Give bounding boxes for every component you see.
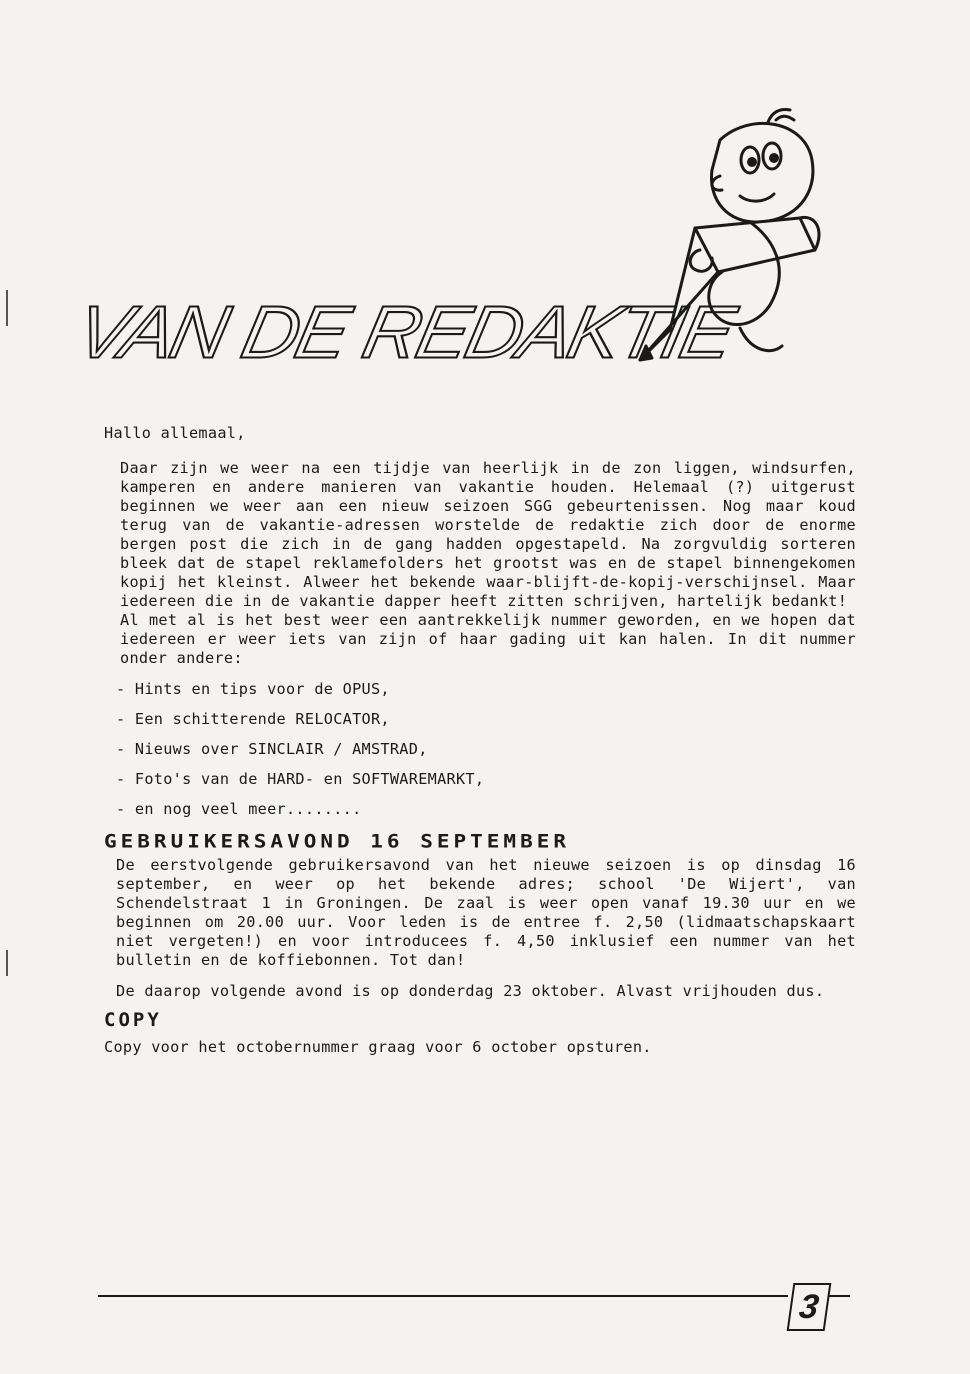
section-heading-gebruikersavond: GEBRUIKERSAVOND 16 SEPTEMBER (104, 830, 571, 852)
list-item: - en nog veel meer........ (116, 800, 362, 818)
list-item: - Hints en tips voor de OPUS, (116, 680, 390, 698)
contents-list (104, 680, 856, 819)
intro-paragraph: Daar zijn we weer na een tijdje van heerlijk in de zon liggen, windsurfen, kamperen en andere manieren van vakantie houden. Helemaal (?) uitgerust beginnen we weer aan een nieuw seizoen SGG gebeurtenissen. Nog maar koud terug van de vakantie-adressen worstelde de redaktie zich door de enorme bergen post die zich in de gang hadden opgestapeld. Na zorgvuldig sorteren bleek dat de stapel reklamefolders het grootst was en de stapel binnengekomen kopij het kleinst. Alweer het bekende waar-blijft-de-kopij-verschijnsel. Maar iedereen die in de vakantie dapper heeft zitten schrijven, hartelijk bedankt! (120, 459, 856, 610)
footer-rule (98, 1295, 788, 1297)
masthead-title: VAN DE REDAKTIE (69, 290, 740, 374)
section-paragraph: De eerstvolgende gebruikersavond van het nieuwe seizoen is op dinsdag 16 september, en weer op het bekende adres; school 'De Wijert', van Schendelstraat 1 in Groningen. De zaal is weer open vanaf 19.30 uur en we beginnen om 20.00 uur. Voor leden is de entree f. 2,50 (lidmaatschapskaart niet vergeten!) en voor introducees f. 4,50 inklusief een nummer van het bulletin en de koffiebonnen. Tot dan! (116, 856, 856, 969)
list-item: - Foto's van de HARD- en SOFTWAREMARKT, (116, 770, 485, 788)
list-item: - Een schitterende RELOCATOR, (116, 710, 390, 728)
binder-mark (6, 950, 8, 976)
copy-paragraph: Copy voor het octobernummer graag voor 6 october opsturen. (104, 1038, 652, 1056)
intro-paragraph: Al met al is het best weer een aantrekkelijk nummer geworden, en we hopen dat iedereen er weer iets van zijn of haar gading uit kan halen. In dit nummer onder andere: (120, 611, 856, 667)
section-paragraph: De daarop volgende avond is op donderdag 23 oktober. Alvast vrijhouden dus. (116, 982, 825, 1000)
article-body (104, 424, 856, 1057)
greeting: Hallo allemaal, (104, 424, 246, 442)
page-number: 3 (787, 1283, 832, 1331)
binder-mark (6, 290, 8, 326)
section-heading-copy: COPY (104, 1009, 162, 1031)
list-item: - Nieuws over SINCLAIR / AMSTRAD, (116, 740, 428, 758)
footer-rule (828, 1295, 850, 1297)
